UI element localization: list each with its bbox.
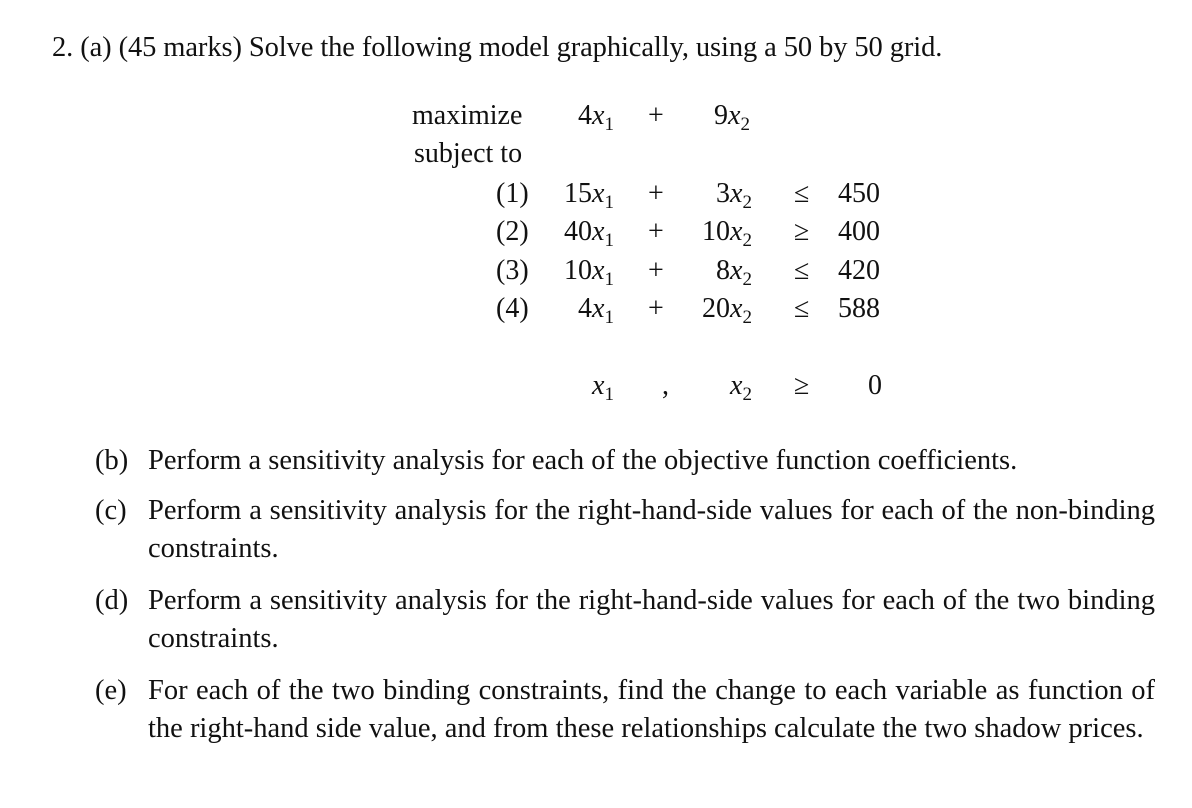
part-d xyxy=(95,582,1155,660)
constraint-rhs: 588 xyxy=(838,293,880,324)
constraint-coef-1: 4 xyxy=(578,293,592,324)
var-x: x xyxy=(730,216,743,247)
var-x: x xyxy=(730,178,743,209)
constraint-term-x2 xyxy=(702,216,752,251)
constraint-label: (2) xyxy=(496,216,529,247)
question-header xyxy=(52,32,942,64)
part-label: (c) xyxy=(95,495,127,526)
var-sub-1: 1 xyxy=(604,192,614,213)
part-a-label: (a) xyxy=(80,32,112,63)
part-text: Perform a sensitivity analysis for each of the objective function coefficients. xyxy=(148,445,1018,476)
constraint-plus: + xyxy=(648,255,664,286)
constraint-coef-2: 20 xyxy=(702,293,730,324)
constraint-label: (3) xyxy=(496,255,529,286)
part-text: Perform a sensitivity analysis for the right-hand-side values for each of the non-binding constraints. xyxy=(148,495,1155,564)
maximize-keyword: maximize xyxy=(412,100,523,131)
constraint-rhs: 420 xyxy=(838,255,880,286)
var-x: x xyxy=(730,370,743,401)
constraint-label: (1) xyxy=(496,178,529,209)
constraint-term-x1 xyxy=(564,216,614,251)
constraint-rhs: 400 xyxy=(838,216,880,247)
constraint-term-x2 xyxy=(716,178,752,213)
var-x: x xyxy=(592,370,605,401)
subject-to-label: subject to xyxy=(414,138,523,169)
lp-model xyxy=(412,98,912,418)
var-sub-2: 2 xyxy=(742,307,752,328)
var-sub-1: 1 xyxy=(604,384,614,405)
var-x: x xyxy=(728,100,741,131)
constraint-plus: + xyxy=(648,216,664,247)
part-label: (b) xyxy=(95,445,129,476)
constraint-coef-1: 15 xyxy=(564,178,592,209)
var-x: x xyxy=(730,255,743,286)
part-label: (d) xyxy=(95,585,129,616)
constraint-relation: ≤ xyxy=(794,178,810,209)
var-sub-1: 1 xyxy=(604,114,614,135)
constraint-label: (4) xyxy=(496,293,529,324)
objective-term-x1 xyxy=(578,100,614,135)
var-sub-2: 2 xyxy=(740,114,750,135)
objective-term-x2 xyxy=(714,100,750,135)
constraint-coef-1: 10 xyxy=(564,255,592,286)
constraint-relation: ≤ xyxy=(794,255,810,286)
var-sub-1: 1 xyxy=(604,307,614,328)
objective-plus: + xyxy=(648,100,664,131)
var-sub-2: 2 xyxy=(742,192,752,213)
constraint-plus: + xyxy=(648,178,664,209)
nonneg-rhs: 0 xyxy=(868,370,882,401)
part-b xyxy=(95,442,1155,482)
var-x: x xyxy=(592,216,605,247)
var-sub-2: 2 xyxy=(742,230,752,251)
constraint-rhs: 450 xyxy=(838,178,880,209)
objective-coef-2: 9 xyxy=(714,100,728,131)
constraint-term-x2 xyxy=(702,293,752,328)
var-sub-1: 1 xyxy=(604,230,614,251)
question-number: 2. xyxy=(52,32,74,63)
constraint-term-x2 xyxy=(716,255,752,290)
part-c xyxy=(95,492,1155,570)
constraint-coef-2: 10 xyxy=(702,216,730,247)
var-x: x xyxy=(592,293,605,324)
var-x: x xyxy=(592,255,605,286)
constraint-term-x1 xyxy=(564,255,614,290)
var-sub-2: 2 xyxy=(742,269,752,290)
var-x: x xyxy=(592,178,605,209)
var-sub-1: 1 xyxy=(604,269,614,290)
marks: (45 marks) xyxy=(118,32,242,63)
part-e xyxy=(95,672,1155,790)
instruction-text: Solve the following model graphically, using a 50 by 50 grid. xyxy=(248,32,943,63)
constraint-term-x1 xyxy=(564,178,614,213)
nonneg-comma: , xyxy=(662,370,669,401)
var-x: x xyxy=(592,100,605,131)
nonneg-var-1 xyxy=(592,370,614,405)
nonneg-var-2 xyxy=(730,370,752,405)
nonneg-relation: ≥ xyxy=(794,370,810,401)
constraint-coef-1: 40 xyxy=(564,216,592,247)
part-text: Perform a sensitivity analysis for the right-hand-side values for each of the two binding constraints. xyxy=(148,585,1155,654)
objective-coef-1: 4 xyxy=(578,100,592,131)
constraint-coef-2: 3 xyxy=(716,178,730,209)
constraint-relation: ≤ xyxy=(794,293,810,324)
constraint-coef-2: 8 xyxy=(716,255,730,286)
constraint-plus: + xyxy=(648,293,664,324)
part-text: For each of the two binding constraints, find the change to each variable as function of the right-hand side value, and from these relationships calculate the two shadow prices. xyxy=(148,675,1155,744)
var-sub-2: 2 xyxy=(742,384,752,405)
constraint-relation: ≥ xyxy=(794,216,810,247)
part-label: (e) xyxy=(95,675,127,706)
var-x: x xyxy=(730,293,743,324)
constraint-term-x1 xyxy=(578,293,614,328)
